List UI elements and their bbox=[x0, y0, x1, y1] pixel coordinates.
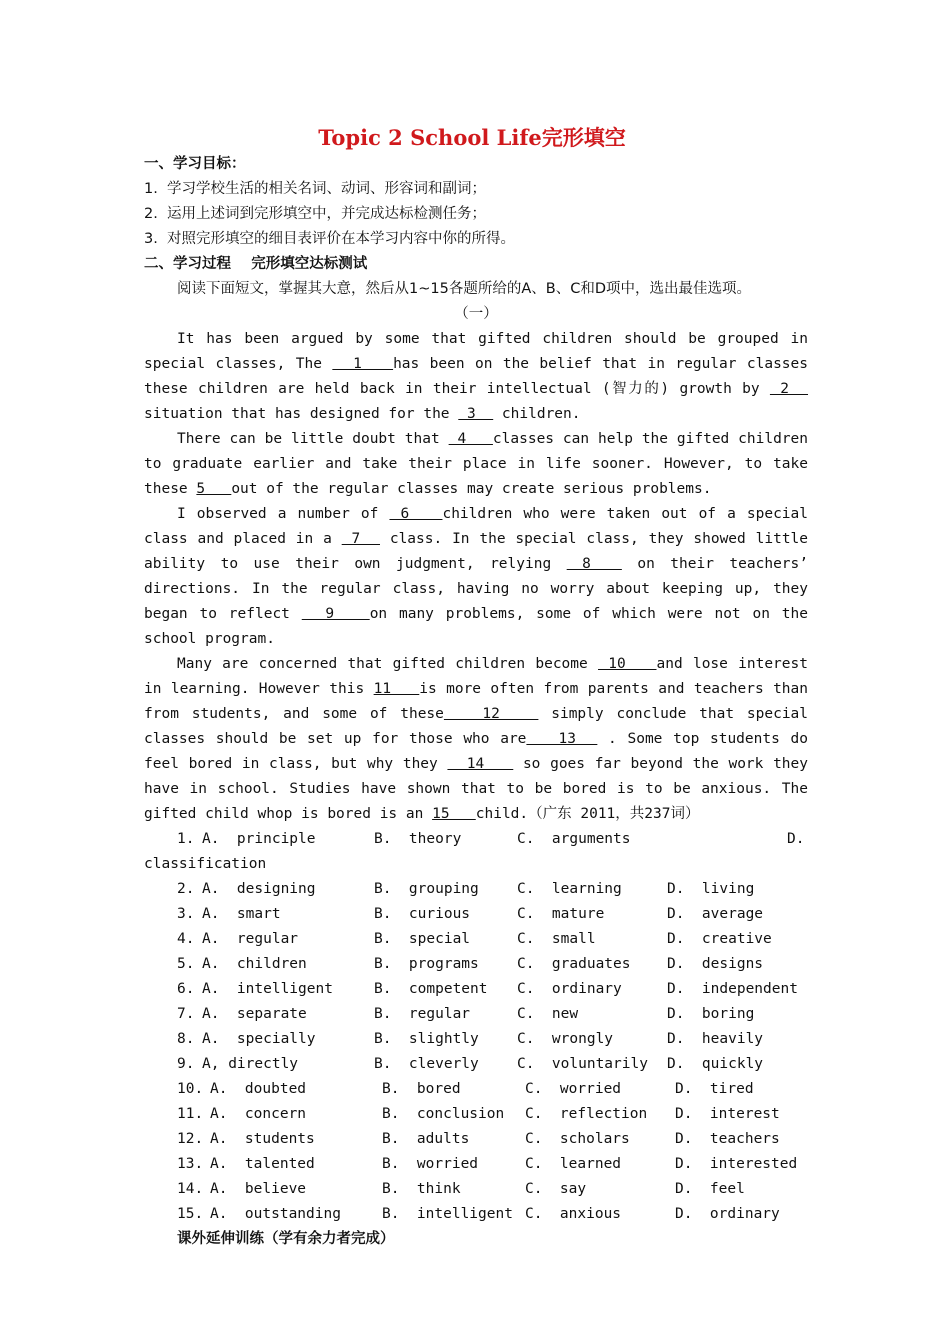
passage-paragraph: Many are concerned that gifted children become 10 and lose interest in learning. However this 11 is more often from parents and teachers than from students, and some of these 12 simply conclude that special classes should be set up for those who are 13 . Some top students do feel bored in class, but why they 14 so goes far beyond the work they have in school. Studies have shown that to be bored is to be anxious. The gifted child whop is bored is an 15 child.（广东 2011，共237词） bbox=[144, 656, 809, 822]
instruction-text: 阅读下面短文，掌握其大意，然后从1~15各题所给的A、B、C和D项中，选出最佳选项。 bbox=[177, 281, 751, 297]
option-c: C. arguments bbox=[517, 831, 631, 847]
question-number: 6. bbox=[177, 981, 195, 997]
question-number: 12. bbox=[177, 1131, 204, 1147]
section-heading-process: 二、学习过程 完形填空达标测试 bbox=[144, 256, 368, 272]
goal-item: 3. 对照完形填空的细目表评价在本学习内容中你的所得。 bbox=[144, 231, 516, 247]
question-number: 2. bbox=[177, 881, 195, 897]
option-b: B. regular bbox=[374, 1006, 471, 1022]
question-number: 9. bbox=[177, 1056, 195, 1072]
option-a: A. separate bbox=[202, 1006, 307, 1022]
option-b: B. think bbox=[382, 1181, 461, 1197]
question-row bbox=[144, 1127, 808, 1152]
question-list bbox=[144, 827, 808, 1227]
question-number: 15. bbox=[177, 1206, 204, 1222]
option-d: D. living bbox=[667, 881, 755, 897]
blank-3: 3 bbox=[458, 406, 494, 422]
option-a: A. doubted bbox=[210, 1081, 307, 1097]
option-c: C. scholars bbox=[525, 1131, 630, 1147]
extension-heading: 课外延伸训练（学有余力者完成） bbox=[177, 1231, 395, 1247]
blank-2: 2 bbox=[769, 381, 809, 397]
option-d: D. creative bbox=[667, 931, 772, 947]
option-d: D. interested bbox=[675, 1156, 798, 1172]
question-row bbox=[144, 977, 808, 1002]
question-number: 7. bbox=[177, 1006, 195, 1022]
option-b: B. adults bbox=[382, 1131, 470, 1147]
blank-10: 10 bbox=[598, 656, 657, 672]
option-b: B. special bbox=[374, 931, 471, 947]
option-c: C. voluntarily bbox=[517, 1056, 648, 1072]
option-c: C. mature bbox=[517, 906, 605, 922]
question-number: 8. bbox=[177, 1031, 195, 1047]
question-number: 10. bbox=[177, 1081, 204, 1097]
blank-8: 8 bbox=[566, 556, 622, 572]
document-page bbox=[144, 124, 808, 1252]
question-number: 13. bbox=[177, 1156, 204, 1172]
question-row bbox=[144, 927, 808, 952]
goal-item: 1. 学习学校生活的相关名词、动词、形容词和副词； bbox=[144, 181, 487, 197]
blank-6: 6 bbox=[389, 506, 443, 522]
blank-13: 13 bbox=[526, 731, 598, 747]
option-d: D. designs bbox=[667, 956, 764, 972]
option-b: B. curious bbox=[374, 906, 471, 922]
passage-paragraph: I observed a number of 6 children who were taken out of a special class and placed in a 7 class. In the special class, they showed little ability to use their own judgment, relying 8 on their teachers’ directions. In the regular class, having no worry about keeping up, they began to reflect 9 on many problems, some of which were not on the school program. bbox=[144, 506, 809, 647]
option-b: B. slightly bbox=[374, 1031, 479, 1047]
option-a: A. talented bbox=[210, 1156, 315, 1172]
question-row bbox=[144, 1102, 808, 1127]
question-row bbox=[144, 952, 808, 977]
option-d: D. feel bbox=[675, 1181, 745, 1197]
question-number: 1. bbox=[177, 831, 195, 847]
question-number: 3. bbox=[177, 906, 195, 922]
option-a: A. regular bbox=[202, 931, 299, 947]
question-row bbox=[144, 1177, 808, 1202]
question-row bbox=[144, 1027, 808, 1052]
option-a: A. children bbox=[202, 956, 307, 972]
question-number: 11. bbox=[177, 1106, 204, 1122]
option-b: B. programs bbox=[374, 956, 479, 972]
option-c: C. learned bbox=[525, 1156, 622, 1172]
option-b: B. cleverly bbox=[374, 1056, 479, 1072]
section-heading-goals: 一、学习目标： bbox=[144, 156, 246, 172]
option-a: A. students bbox=[210, 1131, 315, 1147]
option-c: C. wrongly bbox=[517, 1031, 614, 1047]
option-b: B. theory bbox=[374, 831, 462, 847]
option-d: D. interest bbox=[675, 1106, 780, 1122]
option-d: D. tired bbox=[675, 1081, 754, 1097]
option-d: D. boring bbox=[667, 1006, 755, 1022]
part-label: （一） bbox=[454, 306, 498, 322]
question-number: 14. bbox=[177, 1181, 204, 1197]
option-b: B. grouping bbox=[374, 881, 479, 897]
question-row bbox=[144, 1052, 808, 1077]
option-a: A. designing bbox=[202, 881, 316, 897]
option-d: D. bbox=[787, 831, 805, 847]
option-a: A. concern bbox=[210, 1106, 307, 1122]
goal-item: 2. 运用上述词到完形填空中，并完成达标检测任务； bbox=[144, 206, 487, 222]
option-c: C. graduates bbox=[517, 956, 631, 972]
option-c: C. learning bbox=[517, 881, 622, 897]
option-b: B. intelligent bbox=[382, 1206, 513, 1222]
option-a: A. specially bbox=[202, 1031, 316, 1047]
option-d: D. ordinary bbox=[675, 1206, 780, 1222]
question-row bbox=[144, 827, 808, 852]
blank-11: 11 bbox=[373, 681, 420, 697]
blank-7: 7 bbox=[341, 531, 380, 547]
option-d-wrap: classification bbox=[144, 856, 267, 872]
question-row bbox=[144, 1152, 808, 1177]
option-b: B. competent bbox=[374, 981, 488, 997]
option-a: A. believe bbox=[210, 1181, 307, 1197]
option-c: C. anxious bbox=[525, 1206, 622, 1222]
blank-9: 9 bbox=[301, 606, 370, 622]
option-a: A, directly bbox=[202, 1056, 299, 1072]
option-c: C. ordinary bbox=[517, 981, 622, 997]
option-b: B. conclusion bbox=[382, 1106, 505, 1122]
option-b: B. worried bbox=[382, 1156, 479, 1172]
blank-12: 12 bbox=[443, 706, 539, 722]
option-c: C. new bbox=[517, 1006, 579, 1022]
passage-paragraph: It has been argued by some that gifted children should be grouped in special classes, The 1 has been on the belief that in regular classes these children are held back in their intellectual (智力的) growth by 2 situation that has designed for the 3 children. bbox=[144, 331, 809, 422]
question-number: 5. bbox=[177, 956, 195, 972]
blank-14: 14 bbox=[447, 756, 514, 772]
question-row bbox=[144, 877, 808, 902]
option-d: D. independent bbox=[667, 981, 798, 997]
option-a: A. smart bbox=[202, 906, 281, 922]
passage-paragraph: There can be little doubt that 4 classes can help the gifted children to graduate earlier and take their place in life sooner. However, to take these 5 out of the regular classes may create serious problems. bbox=[144, 431, 809, 497]
option-c: C. say bbox=[525, 1181, 587, 1197]
option-d: D. heavily bbox=[667, 1031, 764, 1047]
option-d: D. average bbox=[667, 906, 764, 922]
option-b: B. bored bbox=[382, 1081, 461, 1097]
option-a: A. outstanding bbox=[210, 1206, 341, 1222]
blank-1: 1 bbox=[332, 356, 394, 372]
page-title: Topic 2 School Life完形填空 bbox=[318, 125, 626, 150]
option-d: D. quickly bbox=[667, 1056, 764, 1072]
option-c: C. small bbox=[517, 931, 596, 947]
question-row bbox=[144, 1202, 808, 1227]
question-row bbox=[144, 1002, 808, 1027]
question-row bbox=[144, 902, 808, 927]
blank-15: 15 bbox=[432, 806, 476, 822]
option-a: A. intelligent bbox=[202, 981, 333, 997]
question-number: 4. bbox=[177, 931, 195, 947]
question-row bbox=[144, 1077, 808, 1102]
option-a: A. principle bbox=[202, 831, 316, 847]
option-c: C. reflection bbox=[525, 1106, 648, 1122]
blank-4: 4 bbox=[448, 431, 493, 447]
option-d: D. teachers bbox=[675, 1131, 780, 1147]
option-c: C. worried bbox=[525, 1081, 622, 1097]
blank-5: 5 bbox=[196, 481, 232, 497]
